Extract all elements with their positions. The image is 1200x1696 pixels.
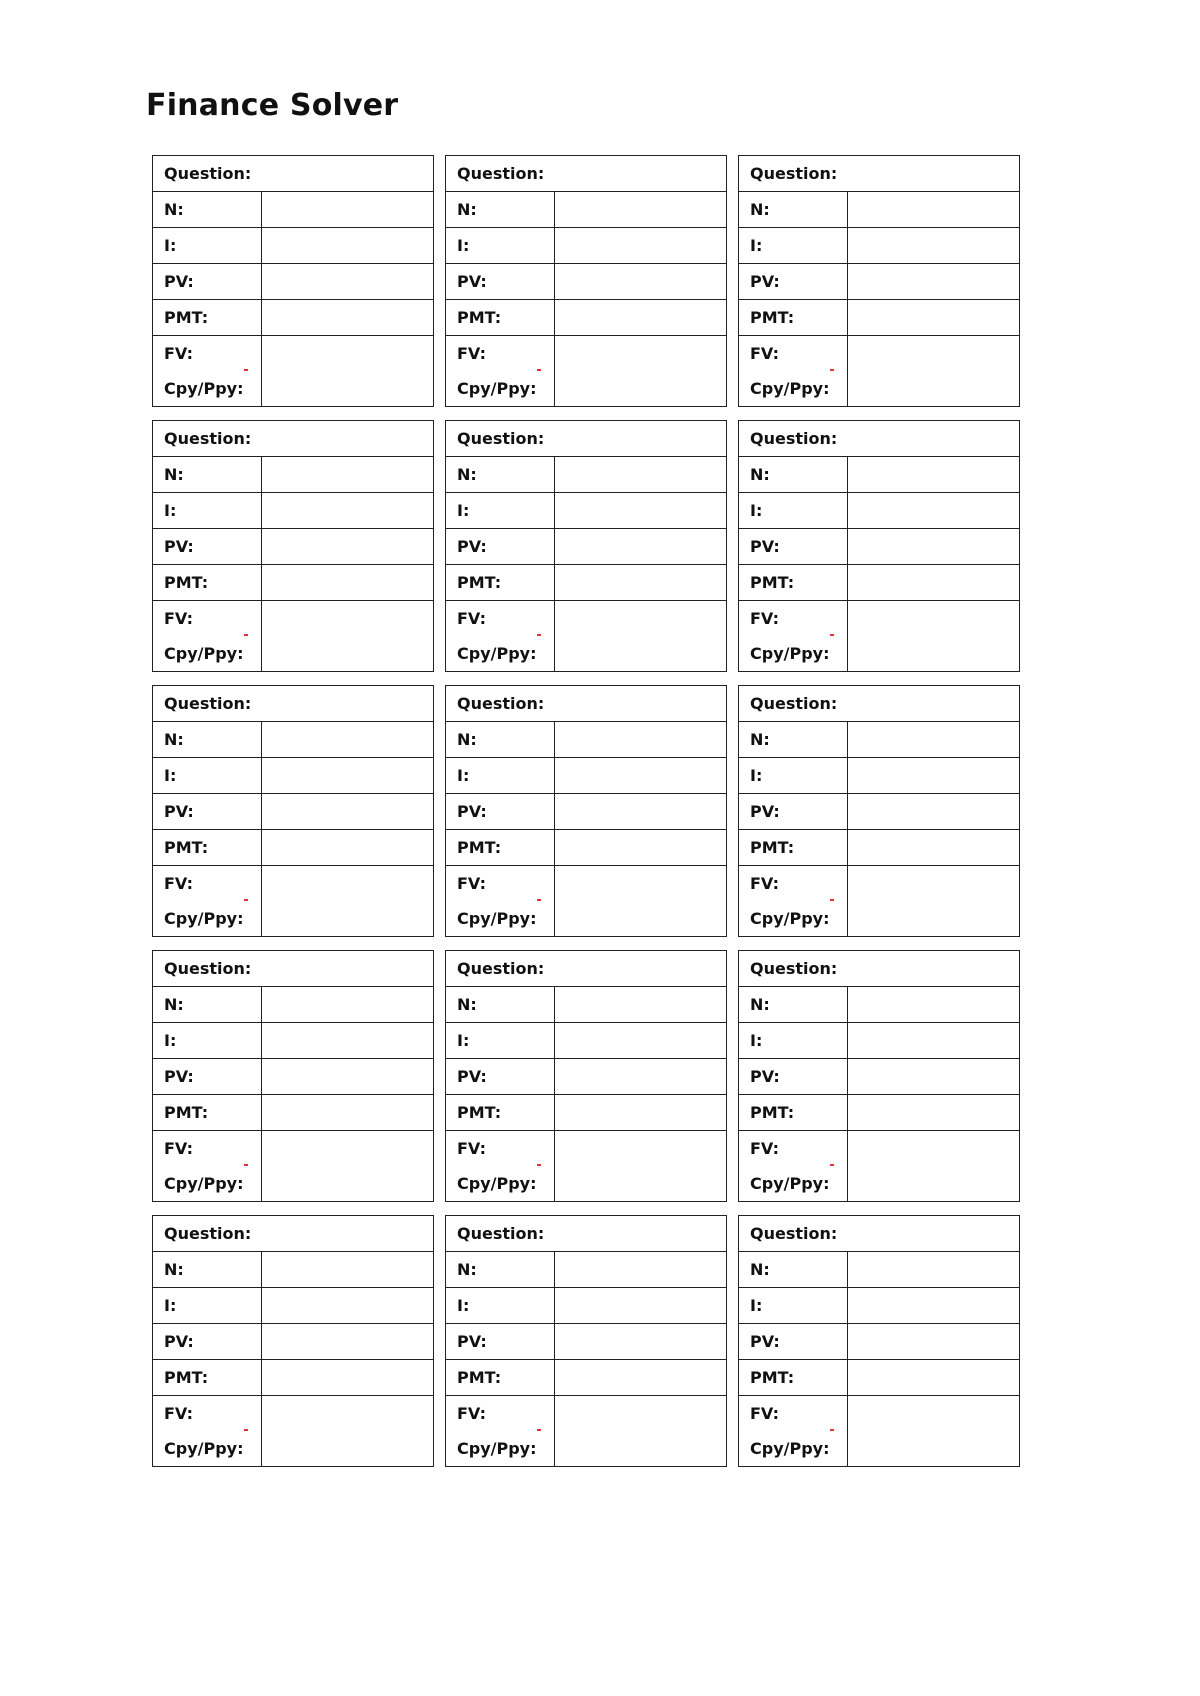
- pv-value-field[interactable]: [848, 529, 1019, 565]
- fv-cpy-label: [739, 1131, 848, 1201]
- spellcheck-mark: [830, 369, 834, 371]
- n-value-field[interactable]: [555, 987, 726, 1023]
- pv-value-field[interactable]: [262, 529, 433, 565]
- pv-label: PV:: [153, 1059, 262, 1095]
- n-value-field[interactable]: [555, 457, 726, 493]
- solver-box-4: [152, 420, 434, 672]
- i-label: I:: [446, 228, 555, 264]
- n-label: N:: [153, 987, 262, 1023]
- solver-box-10: [152, 950, 434, 1202]
- fv-cpy-value-field[interactable]: [555, 1396, 726, 1466]
- i-label: I:: [739, 758, 848, 794]
- question-label[interactable]: Question:: [739, 156, 1019, 192]
- solver-box-1: [152, 155, 434, 407]
- pmt-label: PMT:: [153, 565, 262, 601]
- fv-cpy-label: [446, 1131, 555, 1201]
- question-label[interactable]: Question:: [446, 156, 726, 192]
- n-value-field[interactable]: [848, 192, 1019, 228]
- cpy-ppy-label: Cpy/Ppy:: [164, 379, 244, 398]
- cpy-ppy-label: Cpy/Ppy:: [164, 1174, 244, 1193]
- fv-cpy-label: [153, 336, 262, 406]
- fv-label: FV:: [457, 874, 486, 893]
- n-label: N:: [446, 192, 555, 228]
- fv-label: FV:: [164, 1139, 193, 1158]
- n-label: N:: [446, 987, 555, 1023]
- cpy-ppy-label: Cpy/Ppy:: [457, 644, 537, 663]
- pmt-label: PMT:: [446, 1095, 555, 1131]
- pv-label: PV:: [153, 794, 262, 830]
- i-value-field[interactable]: [555, 1288, 726, 1324]
- pmt-value-field[interactable]: [555, 830, 726, 866]
- pmt-label: PMT:: [446, 300, 555, 336]
- cpy-ppy-label: Cpy/Ppy:: [164, 644, 244, 663]
- cpy-ppy-label: Cpy/Ppy:: [164, 1439, 244, 1458]
- spellcheck-mark: [830, 1164, 834, 1166]
- pv-value-field[interactable]: [555, 529, 726, 565]
- pv-value-field[interactable]: [262, 794, 433, 830]
- i-value-field[interactable]: [848, 1288, 1019, 1324]
- pv-label: PV:: [739, 1059, 848, 1095]
- fv-label: FV:: [750, 1404, 779, 1423]
- question-label[interactable]: Question:: [739, 686, 1019, 722]
- cpy-ppy-label: Cpy/Ppy:: [750, 909, 830, 928]
- pv-value-field[interactable]: [555, 1059, 726, 1095]
- fv-cpy-value-field[interactable]: [555, 866, 726, 936]
- n-value-field[interactable]: [555, 722, 726, 758]
- pv-value-field[interactable]: [555, 794, 726, 830]
- pmt-label: PMT:: [446, 1360, 555, 1396]
- fv-cpy-value-field[interactable]: [262, 336, 433, 406]
- pmt-label: PMT:: [739, 1095, 848, 1131]
- fv-cpy-value-field[interactable]: [555, 336, 726, 406]
- spellcheck-mark: [830, 634, 834, 636]
- n-value-field[interactable]: [262, 192, 433, 228]
- n-value-field[interactable]: [262, 722, 433, 758]
- cpy-ppy-label: Cpy/Ppy:: [457, 379, 537, 398]
- fv-label: FV:: [164, 609, 193, 628]
- pv-label: PV:: [153, 264, 262, 300]
- fv-cpy-label: [739, 866, 848, 936]
- spellcheck-mark: [830, 1429, 834, 1431]
- fv-cpy-value-field[interactable]: [262, 1131, 433, 1201]
- pv-label: PV:: [739, 529, 848, 565]
- n-label: N:: [153, 192, 262, 228]
- solver-box-15: [738, 1215, 1020, 1467]
- pmt-value-field[interactable]: [848, 1360, 1019, 1396]
- question-label[interactable]: Question:: [446, 686, 726, 722]
- spellcheck-mark: [537, 899, 541, 901]
- pmt-label: PMT:: [153, 1095, 262, 1131]
- fv-cpy-value-field[interactable]: [262, 866, 433, 936]
- pmt-value-field[interactable]: [262, 300, 433, 336]
- solver-box-6: [738, 420, 1020, 672]
- cpy-ppy-label: Cpy/Ppy:: [457, 909, 537, 928]
- pv-value-field[interactable]: [555, 264, 726, 300]
- pv-label: PV:: [446, 264, 555, 300]
- pv-label: PV:: [446, 794, 555, 830]
- n-label: N:: [739, 1252, 848, 1288]
- i-label: I:: [153, 758, 262, 794]
- i-label: I:: [739, 1023, 848, 1059]
- pmt-label: PMT:: [739, 1360, 848, 1396]
- n-label: N:: [153, 722, 262, 758]
- i-label: I:: [739, 493, 848, 529]
- pv-value-field[interactable]: [262, 1324, 433, 1360]
- fv-cpy-label: [153, 601, 262, 671]
- solver-box-7: [152, 685, 434, 937]
- fv-cpy-label: [739, 601, 848, 671]
- n-label: N:: [739, 457, 848, 493]
- i-label: I:: [153, 228, 262, 264]
- fv-cpy-value-field[interactable]: [555, 1131, 726, 1201]
- i-label: I:: [153, 1023, 262, 1059]
- i-label: I:: [153, 493, 262, 529]
- question-label[interactable]: Question:: [153, 421, 433, 457]
- spellcheck-mark: [537, 1429, 541, 1431]
- n-label: N:: [153, 457, 262, 493]
- spellcheck-mark: [244, 899, 248, 901]
- fv-label: FV:: [750, 1139, 779, 1158]
- i-label: I:: [446, 493, 555, 529]
- spellcheck-mark: [537, 634, 541, 636]
- fv-cpy-value-field[interactable]: [848, 866, 1019, 936]
- fv-cpy-label: [446, 601, 555, 671]
- pmt-value-field[interactable]: [555, 300, 726, 336]
- i-value-field[interactable]: [262, 1023, 433, 1059]
- pmt-value-field[interactable]: [555, 1360, 726, 1396]
- fv-label: FV:: [457, 609, 486, 628]
- pmt-label: PMT:: [153, 1360, 262, 1396]
- n-label: N:: [446, 1252, 555, 1288]
- pmt-value-field[interactable]: [555, 565, 726, 601]
- i-label: I:: [446, 1288, 555, 1324]
- pv-value-field[interactable]: [848, 1059, 1019, 1095]
- fv-cpy-label: [153, 1131, 262, 1201]
- n-value-field[interactable]: [262, 457, 433, 493]
- pv-label: PV:: [446, 1324, 555, 1360]
- pv-value-field[interactable]: [848, 794, 1019, 830]
- i-value-field[interactable]: [848, 493, 1019, 529]
- n-value-field[interactable]: [262, 987, 433, 1023]
- i-value-field[interactable]: [555, 493, 726, 529]
- n-value-field[interactable]: [555, 192, 726, 228]
- spellcheck-mark: [537, 1164, 541, 1166]
- n-label: N:: [739, 987, 848, 1023]
- pmt-label: PMT:: [739, 565, 848, 601]
- pv-label: PV:: [446, 529, 555, 565]
- fv-cpy-label: [153, 1396, 262, 1466]
- pmt-value-field[interactable]: [848, 830, 1019, 866]
- fv-label: FV:: [750, 344, 779, 363]
- fv-label: FV:: [164, 874, 193, 893]
- fv-label: FV:: [457, 1139, 486, 1158]
- fv-cpy-label: [446, 336, 555, 406]
- solver-box-12: [738, 950, 1020, 1202]
- pv-label: PV:: [153, 1324, 262, 1360]
- spellcheck-mark: [244, 1164, 248, 1166]
- n-value-field[interactable]: [848, 457, 1019, 493]
- fv-cpy-label: [153, 866, 262, 936]
- pmt-label: PMT:: [153, 300, 262, 336]
- pmt-label: PMT:: [153, 830, 262, 866]
- pv-value-field[interactable]: [848, 1324, 1019, 1360]
- i-value-field[interactable]: [262, 493, 433, 529]
- fv-cpy-value-field[interactable]: [848, 1131, 1019, 1201]
- fv-cpy-label: [739, 336, 848, 406]
- cpy-ppy-label: Cpy/Ppy:: [750, 1174, 830, 1193]
- n-value-field[interactable]: [848, 987, 1019, 1023]
- solver-box-3: [738, 155, 1020, 407]
- pmt-value-field[interactable]: [555, 1095, 726, 1131]
- pmt-value-field[interactable]: [262, 1095, 433, 1131]
- pmt-label: PMT:: [739, 830, 848, 866]
- solver-box-14: [445, 1215, 727, 1467]
- pmt-value-field[interactable]: [262, 565, 433, 601]
- fv-label: FV:: [457, 344, 486, 363]
- spellcheck-mark: [244, 634, 248, 636]
- fv-cpy-label: [446, 1396, 555, 1466]
- question-label[interactable]: Question:: [153, 686, 433, 722]
- pv-value-field[interactable]: [555, 1324, 726, 1360]
- pv-label: PV:: [739, 1324, 848, 1360]
- i-label: I:: [153, 1288, 262, 1324]
- question-label[interactable]: Question:: [153, 156, 433, 192]
- solver-box-13: [152, 1215, 434, 1467]
- fv-label: FV:: [164, 1404, 193, 1423]
- question-label[interactable]: Question:: [739, 1216, 1019, 1252]
- spellcheck-mark: [537, 369, 541, 371]
- question-label[interactable]: Question:: [153, 1216, 433, 1252]
- fv-label: FV:: [457, 1404, 486, 1423]
- i-label: I:: [446, 1023, 555, 1059]
- question-label[interactable]: Question:: [739, 951, 1019, 987]
- i-value-field[interactable]: [262, 1288, 433, 1324]
- i-value-field[interactable]: [848, 758, 1019, 794]
- question-label[interactable]: Question:: [739, 421, 1019, 457]
- n-label: N:: [153, 1252, 262, 1288]
- i-value-field[interactable]: [555, 228, 726, 264]
- solver-box-5: [445, 420, 727, 672]
- spellcheck-mark: [244, 1429, 248, 1431]
- solver-box-9: [738, 685, 1020, 937]
- fv-cpy-value-field[interactable]: [848, 1396, 1019, 1466]
- i-label: I:: [739, 1288, 848, 1324]
- cpy-ppy-label: Cpy/Ppy:: [750, 1439, 830, 1458]
- i-value-field[interactable]: [262, 758, 433, 794]
- n-label: N:: [446, 722, 555, 758]
- i-value-field[interactable]: [262, 228, 433, 264]
- fv-cpy-value-field[interactable]: [848, 601, 1019, 671]
- i-value-field[interactable]: [555, 1023, 726, 1059]
- fv-label: FV:: [164, 344, 193, 363]
- question-label[interactable]: Question:: [153, 951, 433, 987]
- fv-label: FV:: [750, 609, 779, 628]
- pmt-label: PMT:: [446, 830, 555, 866]
- fv-cpy-label: [739, 1396, 848, 1466]
- cpy-ppy-label: Cpy/Ppy:: [750, 644, 830, 663]
- pmt-value-field[interactable]: [848, 565, 1019, 601]
- pmt-value-field[interactable]: [262, 830, 433, 866]
- pv-label: PV:: [446, 1059, 555, 1095]
- pv-label: PV:: [739, 264, 848, 300]
- page-title: Finance Solver: [146, 88, 399, 123]
- fv-cpy-value-field[interactable]: [848, 336, 1019, 406]
- fv-cpy-value-field[interactable]: [555, 601, 726, 671]
- pmt-value-field[interactable]: [262, 1360, 433, 1396]
- fv-cpy-value-field[interactable]: [262, 601, 433, 671]
- n-value-field[interactable]: [262, 1252, 433, 1288]
- spellcheck-mark: [830, 899, 834, 901]
- fv-cpy-value-field[interactable]: [262, 1396, 433, 1466]
- i-value-field[interactable]: [555, 758, 726, 794]
- cpy-ppy-label: Cpy/Ppy:: [164, 909, 244, 928]
- pmt-value-field[interactable]: [848, 300, 1019, 336]
- cpy-ppy-label: Cpy/Ppy:: [457, 1174, 537, 1193]
- fv-label: FV:: [750, 874, 779, 893]
- spellcheck-mark: [244, 369, 248, 371]
- solver-box-2: [445, 155, 727, 407]
- n-value-field[interactable]: [848, 722, 1019, 758]
- fv-cpy-label: [446, 866, 555, 936]
- solver-box-8: [445, 685, 727, 937]
- pv-label: PV:: [153, 529, 262, 565]
- n-label: N:: [446, 457, 555, 493]
- pmt-label: PMT:: [739, 300, 848, 336]
- i-label: I:: [446, 758, 555, 794]
- pmt-label: PMT:: [446, 565, 555, 601]
- pv-value-field[interactable]: [262, 264, 433, 300]
- solver-box-11: [445, 950, 727, 1202]
- question-label[interactable]: Question:: [446, 421, 726, 457]
- n-value-field[interactable]: [555, 1252, 726, 1288]
- question-label[interactable]: Question:: [446, 951, 726, 987]
- solver-grid: [152, 155, 1020, 1467]
- i-value-field[interactable]: [848, 228, 1019, 264]
- pv-value-field[interactable]: [848, 264, 1019, 300]
- pv-label: PV:: [739, 794, 848, 830]
- cpy-ppy-label: Cpy/Ppy:: [750, 379, 830, 398]
- cpy-ppy-label: Cpy/Ppy:: [457, 1439, 537, 1458]
- question-label[interactable]: Question:: [446, 1216, 726, 1252]
- i-value-field[interactable]: [848, 1023, 1019, 1059]
- i-label: I:: [739, 228, 848, 264]
- pmt-value-field[interactable]: [848, 1095, 1019, 1131]
- n-value-field[interactable]: [848, 1252, 1019, 1288]
- n-label: N:: [739, 722, 848, 758]
- n-label: N:: [739, 192, 848, 228]
- pv-value-field[interactable]: [262, 1059, 433, 1095]
